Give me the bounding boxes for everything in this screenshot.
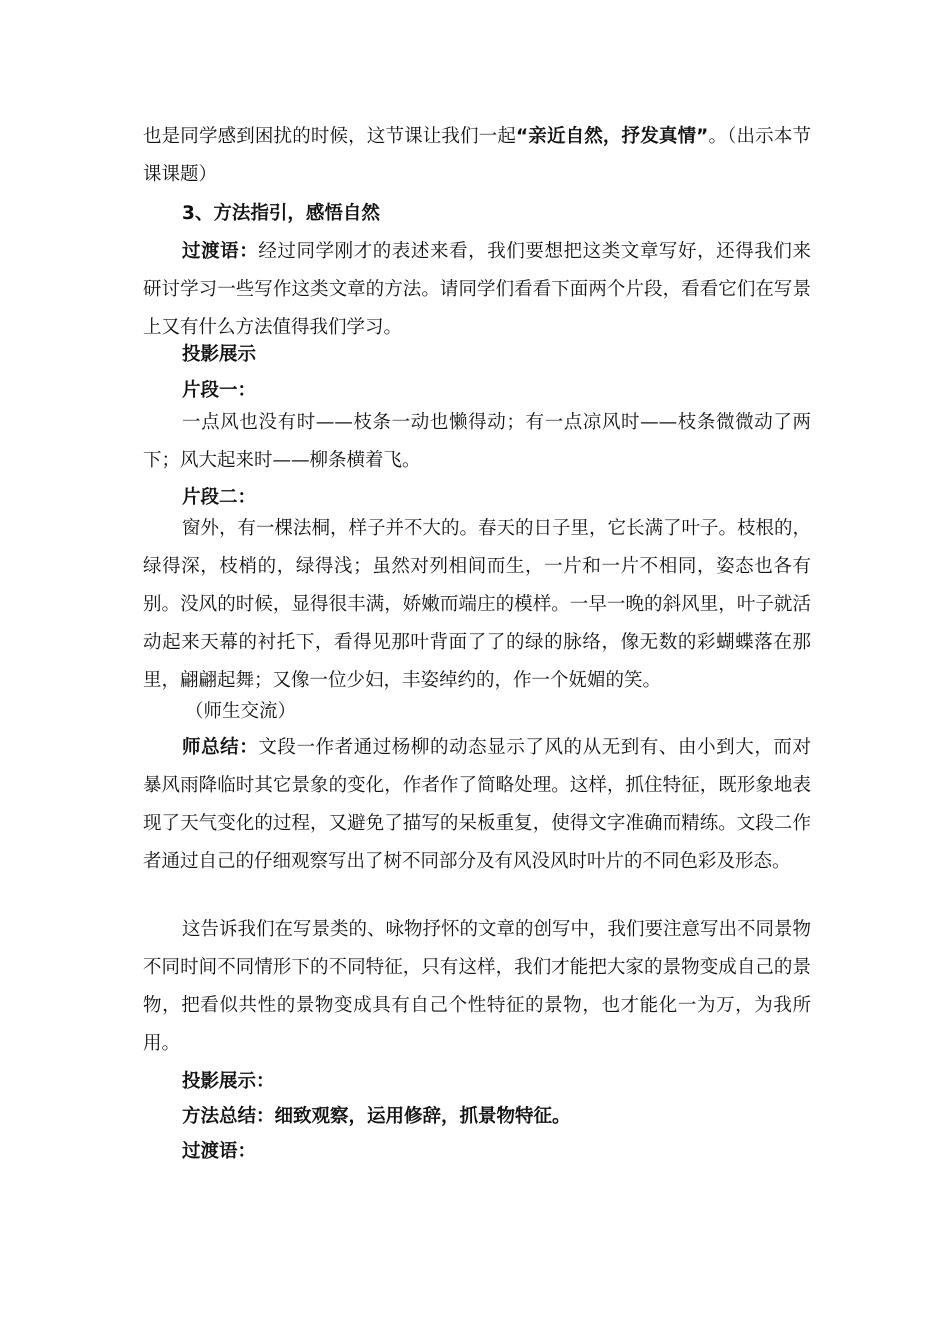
conclusion-paragraph: 这告诉我们在写景类的、咏物抒怀的文章的创写中，我们要注意写出不同景物不同时间不同情形下的不同特征，只有这样，我们才能把大家的景物变成自己的景物，把看似共性的景物变成具有自己个性特征的景物，也才能化一为万，为我所用。 xyxy=(143,919,812,1054)
intro-paragraph xyxy=(143,118,811,194)
transition-paragraph xyxy=(143,233,811,347)
fragment-two-label: 片段二： xyxy=(182,487,257,508)
summary-paragraph xyxy=(143,729,811,881)
fragment-two-text: 窗外，有一棵法桐，样子并不大的。春天的日子里，它长满了叶子。枝根的，绿得深，枝梢的，绿得浅；虽然对列相间而生，一片和一片不相同，姿态也各有别。没风的时候，显得很丰满，娇嫩而端庄的模样。一早一晚的斜风里，叶子就活动起来天幕的衬托下，看得见那叶背面了了的绿的脉络，像无数的彩蝴蝶落在那里，翩翩起舞；又像一位少妇，丰姿绰约的，作一个妩媚的笑。 xyxy=(143,518,812,691)
transition-label-2: 过渡语： xyxy=(182,1141,257,1162)
summary-text: 文段一作者通过杨柳的动态显示了风的从无到有、由小到大，而对暴风雨降临时其它景象的变化，作者作了简略处理。这样，抓住特征，既形象地表现了天气变化的过程，又避免了描写的呆板重复，使得文字准确而精练。文段二作者通过自己的仔细观察写出了树不同部分及有风没风时叶片的不同色彩及形态。 xyxy=(143,737,811,872)
summary-label: 师总结： xyxy=(182,737,259,758)
intro-text: 也是同学感到困扰的时候，这节课让我们一起 xyxy=(143,126,516,147)
intro-text-end: 。（出示本节课课题） xyxy=(143,126,811,185)
exchange-note: （师生交流） xyxy=(185,701,297,722)
projection-heading: 投影展示 xyxy=(182,344,257,365)
section-heading: 3、方法指引，感悟自然 xyxy=(182,203,380,224)
method-summary: 方法总结：细致观察，运用修辞，抓景物特征。 xyxy=(182,1106,571,1127)
transition-label: 过渡语： xyxy=(182,241,259,262)
projection-heading-2: 投影展示： xyxy=(182,1071,275,1092)
transition-text: 经过同学刚才的表述来看，我们要想把这类文章写好，还得我们来研讨学习一些写作这类文章的方法。请同学们看看下面两个片段，看看它们在写景上又有什么方法值得我们学习。 xyxy=(143,241,811,338)
lesson-title: “亲近自然，抒发真情” xyxy=(516,126,709,147)
fragment-one-label: 片段一： xyxy=(182,380,257,401)
fragment-one-text: 一点风也没有时——枝条一动也懒得动；有一点凉风时——枝条微微动了两下；风大起来时——柳条横着飞。 xyxy=(143,412,811,471)
